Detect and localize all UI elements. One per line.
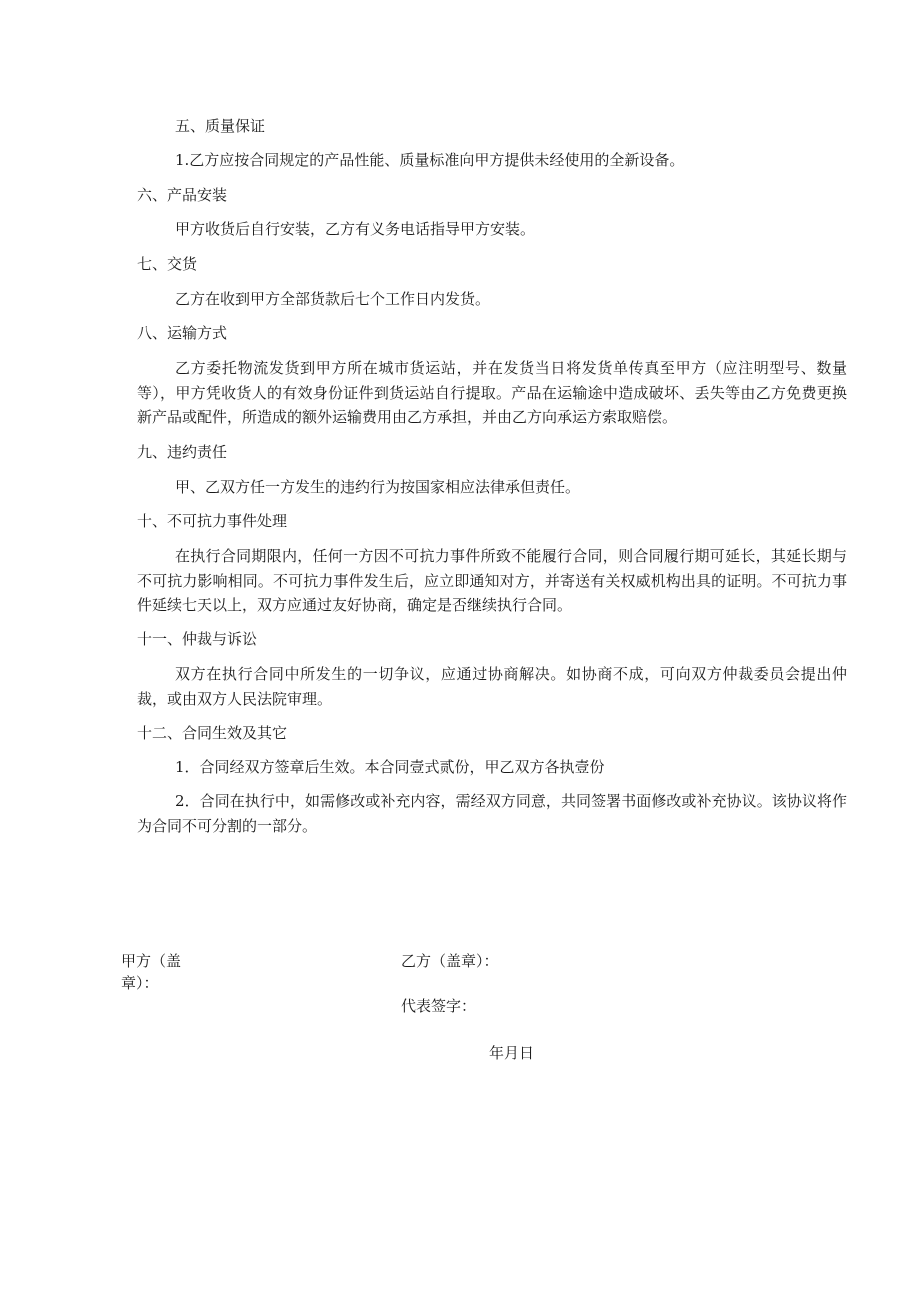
date-label: 年月日 — [489, 1044, 535, 1062]
section-8-text: 乙方委托物流发货到甲方所在城市货运站，并在发货当日将发货单传真至甲方（应注明型号、数量等），甲方凭收货人的有效身份证件到货运站自行提取。产品在运输途中造成破坏、丢失等由乙方免费更换新产品或配件，所造成的额外运输费用由乙方承担，并由乙方向承运方索取赔偿。 — [137, 359, 847, 426]
section-10-heading: 十、不可抗力事件处理 — [137, 512, 288, 530]
section-5-heading: 五、质量保证 — [175, 117, 266, 135]
representative-signature-label: 代表签字： — [401, 997, 477, 1015]
section-10-text: 在执行合同期限内，任何一方因不可抗力事件所致不能履行合同，则合同履行期可延长，其延长期与不可抗力影响相同。不可抗力事件发生后，应立即通知对方，并寄送有关权威机构出具的证明。不可抗力事件延续七天以上，双方应通过友好协商，确定是否继续执行合同。 — [137, 547, 847, 614]
party-a-seal-label-line-2: 章）： — [121, 974, 159, 992]
section-7-heading: 七、交货 — [137, 255, 198, 273]
section-9-text: 甲、乙双方任一方发生的违约行为按国家相应法律承但责任。 — [175, 478, 581, 496]
section-5-item-1: 1.乙方应按合同规定的产品性能、质量标准向甲方提供未经使用的全新设备。 — [175, 151, 685, 169]
section-11-heading: 十一、仲裁与诉讼 — [137, 630, 258, 648]
section-8-heading: 八、运输方式 — [137, 324, 228, 342]
party-a-seal-label-line-1: 甲方（盖 — [121, 952, 182, 970]
section-12-heading: 十二、合同生效及其它 — [137, 724, 288, 742]
party-b-seal-label: 乙方（盖章）： — [401, 952, 499, 970]
section-12-item-1: 1．合同经双方签章后生效。本合同壹式贰份，甲乙双方各执壹份 — [175, 758, 605, 776]
section-11-text: 双方在执行合同中所发生的一切争议，应通过协商解决。如协商不成，可向双方仲裁委员会提出仲裁，或由双方人民法院审理。 — [137, 665, 847, 708]
section-9-heading: 九、违约责任 — [137, 443, 228, 461]
section-6-text: 甲方收货后自行安装，乙方有义务电话指导甲方安装。 — [175, 220, 536, 238]
section-12-item-2: 2．合同在执行中，如需修改或补充内容，需经双方同意，共同签署书面修改或补充协议。该协议将作为合同不可分割的一部分。 — [137, 792, 847, 835]
section-6-heading: 六、产品安装 — [137, 186, 228, 204]
section-7-text: 乙方在收到甲方全部货款后七个工作日内发货。 — [175, 290, 491, 308]
